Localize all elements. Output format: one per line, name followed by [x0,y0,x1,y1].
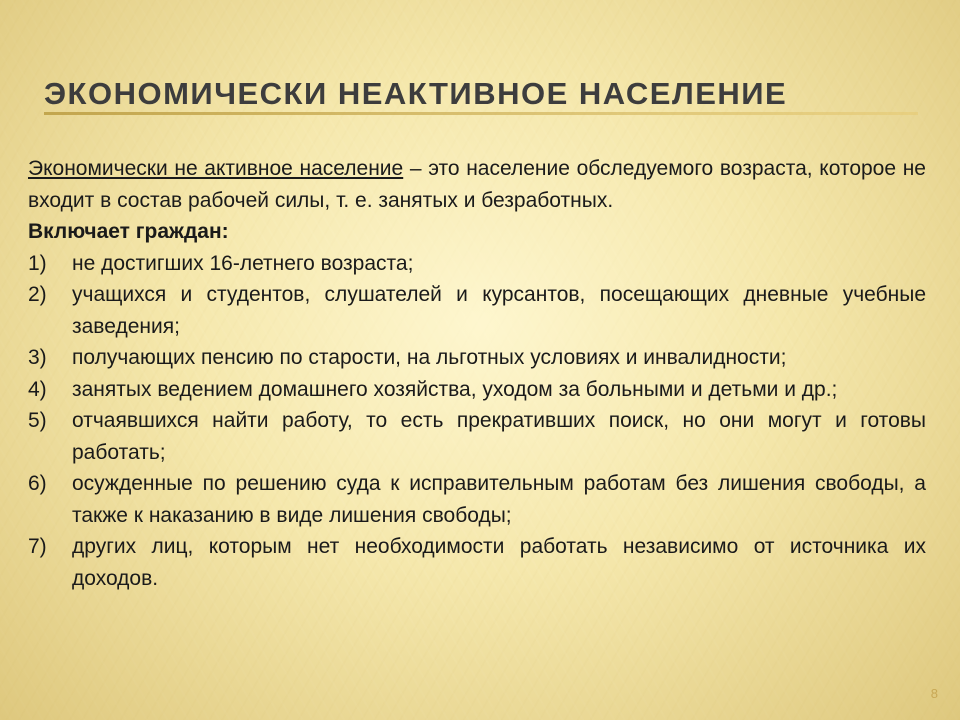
list-item-text: отчаявшихся найти работу, то есть прекративших поиск, но они могут и готовы работать; [72,409,926,464]
list-item [28,248,926,280]
list-item-text: осужденные по решению суда к исправительным работам без лишения свободы, а также к наказанию в виде лишения свободы; [72,472,926,527]
list-item [28,531,926,594]
list-item-number: 7) [28,535,47,558]
list-item-text: получающих пенсию по старости, на льготных условиях и инвалидности; [72,346,787,369]
list-heading: Включает граждан: [28,220,229,243]
list-item [28,405,926,468]
list-item-number: 1) [28,251,47,275]
list-item [28,468,926,531]
list-item [28,342,926,374]
definition-text: – это население обследуемого возраста, которое не входит в состав рабочей силы, т. е. занятых и безработных. [28,157,926,212]
list-item-number: 6) [28,472,47,495]
slide-body [28,153,926,594]
list-item-text: занятых ведением домашнего хозяйства, уходом за больными и детьми и др.; [72,377,838,401]
definition-paragraph [28,153,926,216]
list-item-number: 3) [28,346,47,369]
page-number: 8 [930,686,938,701]
list-item-number: 5) [28,409,47,432]
citizens-list [28,248,926,595]
title-underline [44,112,918,115]
list-item-text: учащихся и студентов, слушателей и курсантов, посещающих дневные учебные заведения; [72,283,926,338]
list-item-text: не достигших 16-летнего возраста; [72,251,414,275]
definition-term: Экономически не активное население [28,157,404,180]
list-item [28,374,926,406]
slide-title: ЭКОНОМИЧЕСКИ НЕАКТИВНОЕ НАСЕЛЕНИЕ [44,76,788,111]
list-item-number: 2) [28,283,47,306]
list-item-text: других лиц, которым нет необходимости работать независимо от источника их доходов. [72,535,926,590]
list-item [28,279,926,342]
list-item-number: 4) [28,377,47,401]
